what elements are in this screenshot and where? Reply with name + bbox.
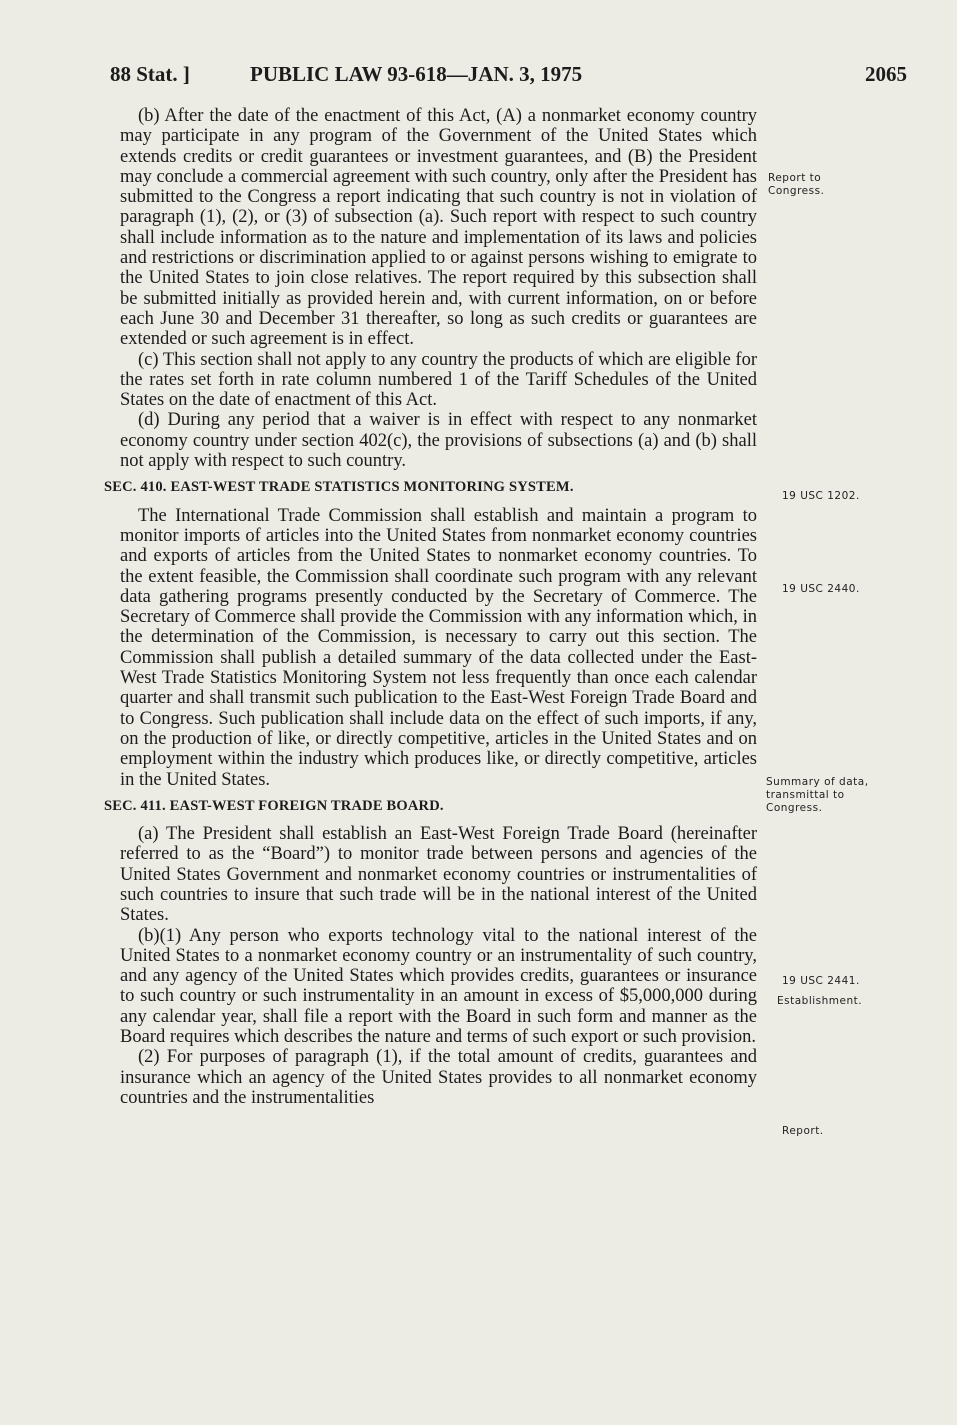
margin-note-summary-of-data: Summary of data, transmittal to Congress. (766, 776, 869, 814)
margin-note-19-usc-1202: 19 USC 1202. (782, 490, 860, 502)
running-header (110, 62, 907, 92)
section-410-heading: SEC. 410. EAST-WEST TRADE STATISTICS MONITORING SYSTEM. (104, 479, 574, 496)
section-411-heading: SEC. 411. EAST-WEST FOREIGN TRADE BOARD. (104, 797, 444, 814)
margin-note-establishment: Establishment. (777, 995, 863, 1007)
margin-note-19-usc-2440: 19 USC 2440. (782, 583, 860, 595)
paragraph-c-exemption: (c) This section shall not apply to any country the products of which are eligible for the rates set forth in rate column numbered 1 of the Tariff Schedules of the United States on the date of enactment of this Act. (120, 349, 757, 411)
margin-note-report: Report. (782, 1125, 824, 1137)
section-410-body: The International Trade Commission shall establish and maintain a program to monitor imports of articles into the United States from nonmarket economy countries and exports of articles from the United States to nonmarket economy countries. To the extent feasible, the Commission shall coordinate such program with any relevant data gathering programs presently conducted by the Secretary of Commerce. The Secretary of Commerce shall provide the Commission with any information which, in the determination of the Commission, is necessary to carry out this section. The Commission shall publish a detailed summary of the data collected under the East-West Trade Statistics Monitoring System not less frequently than once each calendar quarter and shall transmit such publication to the East-West Foreign Trade Board and to Congress. Such publication shall include data on the effect of such imports, if any, on the production of like, or directly competitive, articles in the United States and on employment within the industry which produces like, or directly competitive, articles in the United States. (120, 505, 757, 790)
header-page-number: 2065 (865, 62, 907, 86)
paragraph-b-report: (b) After the date of the enactment of this Act, (A) a nonmarket economy country may participate in any program of the Government of the United States which extends credits or credit guarantees or investment guarantees, and (B) the President may conclude a commercial agreement with such country, only after the President has submitted to the Congress a report indicating that such country is not in violation of paragraph (1), (2), or (3) of subsection (a). Such report with respect to such country shall include information as to the nature and implementation of its laws and policies and restrictions or discrimination applied to or against persons wishing to emigrate to the United States to join close relatives. The report required by this subsection shall be submitted initially as provided herein and, with current information, on or before each June 30 and December 31 thereafter, so long as such credits or guarantees are extended or such agreement is in effect. (120, 106, 757, 350)
section-411-b2: (2) For purposes of paragraph (1), if the total amount of credits, guarantees and insurance which an agency of the United States provides to all nonmarket economy countries and the instrumentalities (120, 1047, 757, 1108)
body-text (104, 106, 757, 1108)
header-volume: 88 Stat. ] (110, 62, 190, 86)
section-411-a: (a) The President shall establish an East-West Foreign Trade Board (hereinafter referred to as the “Board”) to monitor trade between persons and agencies of the United States Government and nonmarket economy countries or instrumentalities of such countries to insure that such trade will be in the national interest of the United States. (120, 824, 757, 926)
paragraph-d-waiver: (d) During any period that a waiver is in effect with respect to any nonmarket economy country under section 402(c), the provisions of subsections (a) and (b) shall not apply with respect to such country. (120, 410, 757, 472)
section-411-b1: (b)(1) Any person who exports technology vital to the national interest of the United States to a nonmarket economy country or an instrumentality of such country, and any agency of the United States which provides credits, guarantees or insurance to such country or such instrumentality in an amount in excess of $5,000,000 during any calendar year, shall file a report with the Board in such form and manner as the Board requires which describes the nature and terms of such export or such provision. (120, 925, 757, 1048)
margin-note-report-to-congress: Report to Congress. (768, 172, 825, 197)
header-law-title: PUBLIC LAW 93-618—JAN. 3, 1975 (250, 62, 583, 86)
margin-note-19-usc-2441: 19 USC 2441. (782, 975, 860, 987)
